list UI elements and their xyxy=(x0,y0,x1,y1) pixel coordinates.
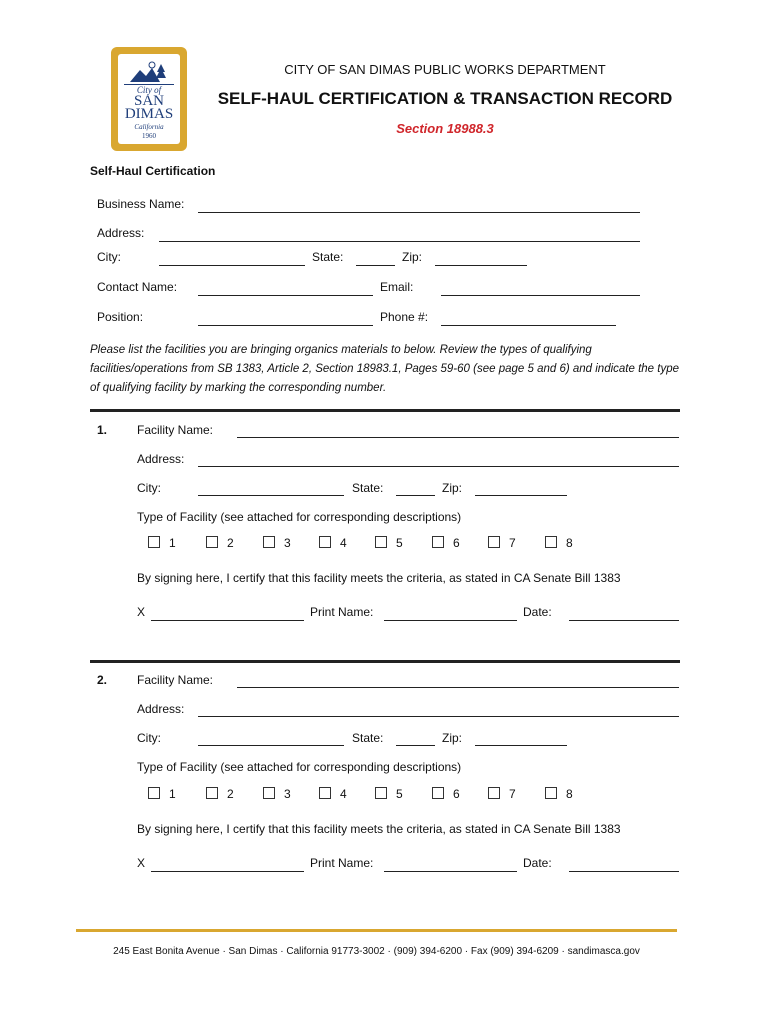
facility-1-date-label: Date: xyxy=(523,605,552,619)
state-field[interactable] xyxy=(356,265,395,266)
facility-2-name-label: Facility Name: xyxy=(137,673,214,687)
instructions-text: Please list the facilities you are bringing organics materials to below. Review the types of qualifying facilities/operations from SB 1383, Article 2, Section 18983.1, Pages 59-60 (see page 5 and 6) and indicate the type of qualifying facility by marking the corresponding number. xyxy=(90,344,679,394)
checkbox-icon xyxy=(488,536,500,548)
facility-2-state-label: State: xyxy=(352,731,384,745)
facility-2-zip-field[interactable] xyxy=(475,745,567,746)
facility-1-city-field[interactable] xyxy=(198,495,344,496)
certification-heading: Self-Haul Certification xyxy=(90,164,216,178)
facility-2-address-field[interactable] xyxy=(198,716,679,717)
checkbox-icon xyxy=(319,787,331,799)
facility-1-print-name-field[interactable] xyxy=(384,620,517,621)
facility-1-type-option-4[interactable]: 4 xyxy=(319,536,347,550)
facility-1-state-field[interactable] xyxy=(396,495,435,496)
facility-1-print-name-label: Print Name: xyxy=(310,605,374,619)
facility-2-city-field[interactable] xyxy=(198,745,344,746)
facility-1-type-option-7[interactable]: 7 xyxy=(488,536,516,550)
checkbox-icon xyxy=(263,536,275,548)
email-field[interactable] xyxy=(441,295,640,296)
address-label: Address: xyxy=(97,226,145,240)
city-label: City: xyxy=(97,250,121,264)
facility-1-type-label: Type of Facility (see attached for corresponding descriptions) xyxy=(137,510,462,524)
checkbox-icon xyxy=(206,787,218,799)
facility-1-name-label: Facility Name: xyxy=(137,423,214,437)
facility-1-name-field[interactable] xyxy=(237,437,679,438)
section-number: Section 18988.3 xyxy=(396,121,494,136)
facility-1-signature-x: X xyxy=(137,605,146,619)
facility-2-divider xyxy=(90,660,680,663)
checkbox-icon xyxy=(319,536,331,548)
position-field[interactable] xyxy=(198,325,373,326)
contact-name-label: Contact Name: xyxy=(97,280,178,294)
facility-1-divider xyxy=(90,409,680,412)
checkbox-icon xyxy=(432,536,444,548)
state-label: State: xyxy=(312,250,344,264)
facility-2-address-label: Address: xyxy=(137,702,185,716)
facility-1-zip-label: Zip: xyxy=(442,481,463,495)
checkbox-icon xyxy=(206,536,218,548)
checkbox-icon xyxy=(148,536,160,548)
facility-2-number: 2. xyxy=(97,673,108,687)
checkbox-icon xyxy=(545,536,557,548)
checkbox-icon xyxy=(375,787,387,799)
form-title: SELF-HAUL CERTIFICATION & TRANSACTION RECORD xyxy=(217,89,673,108)
facility-2-signature-x: X xyxy=(137,856,146,870)
city-seal-logo xyxy=(111,47,187,151)
logo-san-text: SAN xyxy=(133,93,164,109)
facility-1-type-option-1[interactable]: 1 xyxy=(148,536,176,550)
footer-divider xyxy=(76,929,677,932)
facility-2-state-field[interactable] xyxy=(396,745,435,746)
facility-2-type-option-5[interactable]: 5 xyxy=(375,787,403,801)
facility-1-state-label: State: xyxy=(352,481,384,495)
checkbox-icon xyxy=(375,536,387,548)
facility-2-name-field[interactable] xyxy=(237,687,679,688)
checkbox-icon xyxy=(545,787,557,799)
facility-1-signature-field[interactable] xyxy=(151,620,304,621)
facility-2-print-name-label: Print Name: xyxy=(310,856,374,870)
zip-field[interactable] xyxy=(435,265,527,266)
facility-2-zip-label: Zip: xyxy=(442,731,463,745)
facility-2-type-option-7[interactable]: 7 xyxy=(488,787,516,801)
business-name-field[interactable] xyxy=(198,212,640,213)
facility-1-type-option-2[interactable]: 2 xyxy=(206,536,234,550)
facility-1-type-option-5[interactable]: 5 xyxy=(375,536,403,550)
facility-1-zip-field[interactable] xyxy=(475,495,567,496)
logo-state-text: California xyxy=(134,123,164,131)
phone-label: Phone #: xyxy=(380,310,429,324)
facility-2-type-option-2[interactable]: 2 xyxy=(206,787,234,801)
contact-name-field[interactable] xyxy=(198,295,373,296)
footer-address: 245 East Bonita Avenue · San Dimas · California 91773-3002 · (909) 394-6200 · Fax (909) 394-6209 · sandimasca.gov xyxy=(113,946,640,957)
address-field[interactable] xyxy=(159,241,640,242)
checkbox-icon xyxy=(263,787,275,799)
facility-2-city-label: City: xyxy=(137,731,161,745)
facility-2-type-option-3[interactable]: 3 xyxy=(263,787,291,801)
facility-2-print-name-field[interactable] xyxy=(384,871,517,872)
checkbox-icon xyxy=(488,787,500,799)
facility-1-certify-text: By signing here, I certify that this facility meets the criteria, as stated in CA Senate Bill 1383 xyxy=(137,571,621,585)
facility-1-type-option-6[interactable]: 6 xyxy=(432,536,460,550)
city-field[interactable] xyxy=(159,265,305,266)
facility-1-address-label: Address: xyxy=(137,452,185,466)
facility-1-number: 1. xyxy=(97,423,108,437)
zip-label: Zip: xyxy=(402,250,423,264)
logo-dimas-text: DIMAS xyxy=(124,106,174,122)
facility-2-type-option-4[interactable]: 4 xyxy=(319,787,347,801)
position-label: Position: xyxy=(97,310,144,324)
phone-field[interactable] xyxy=(441,325,616,326)
checkbox-icon xyxy=(432,787,444,799)
facility-1-type-option-3[interactable]: 3 xyxy=(263,536,291,550)
logo-year-text: 1960 xyxy=(142,132,156,140)
department-name: CITY OF SAN DIMAS PUBLIC WORKS DEPARTMENT xyxy=(284,62,606,77)
facility-1-date-field[interactable] xyxy=(569,620,679,621)
logo-city-text: City of xyxy=(136,85,162,95)
facility-2-type-label: Type of Facility (see attached for corresponding descriptions) xyxy=(137,760,462,774)
facility-2-signature-field[interactable] xyxy=(151,871,304,872)
facility-2-date-field[interactable] xyxy=(569,871,679,872)
mountain-tree-icon xyxy=(130,60,168,84)
facility-1-type-option-8[interactable]: 8 xyxy=(545,536,573,550)
business-name-label: Business Name: xyxy=(97,197,185,211)
facility-2-type-option-1[interactable]: 1 xyxy=(148,787,176,801)
facility-2-type-option-6[interactable]: 6 xyxy=(432,787,460,801)
checkbox-icon xyxy=(148,787,160,799)
facility-1-address-field[interactable] xyxy=(198,466,679,467)
email-label: Email: xyxy=(380,280,414,294)
facility-2-date-label: Date: xyxy=(523,856,552,870)
facility-2-certify-text: By signing here, I certify that this facility meets the criteria, as stated in CA Senate Bill 1383 xyxy=(137,822,621,836)
facility-2-type-option-8[interactable]: 8 xyxy=(545,787,573,801)
facility-1-city-label: City: xyxy=(137,481,161,495)
